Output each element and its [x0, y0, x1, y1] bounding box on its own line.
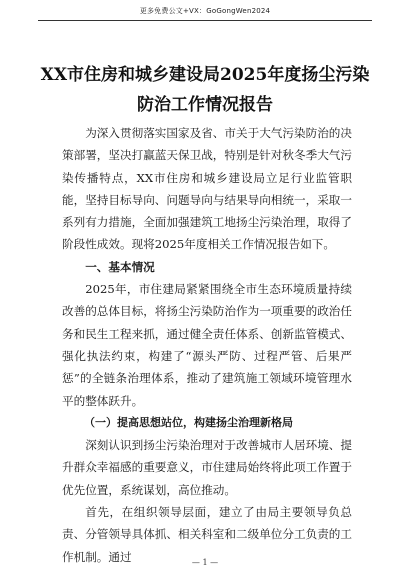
section-heading-basic-situation: 一、基本情况 [85, 259, 155, 274]
subsection-paragraph-continued: 首先，在组织领导层面，建立了由局主要领导负总责、分管领导具体抓、相关科室和二级单位分工负责的工作机制。通过 [62, 505, 352, 564]
page-number: — 1 — [191, 558, 219, 567]
subsection-paragraph: 深刻认识到扬尘污染治理对于改善城市人居环境、提升群众幸福感的重要意义，市住建局始终将此项工作置于优先位置，系统谋划，高位推动。 [62, 438, 352, 497]
section-paragraph: 2025年，市住建局紧紧围绕全市生态环境质量持续改善的总体目标，将扬尘污染防治作为一项重要的政治任务和民生工程来抓，通过健全责任体系、创新监管模式、强化执法约束，构建了“源头严防、过程严管、后果严惩”的全链条治理体系，推动了建筑施工领域环境管理水平的整体跃升。 [62, 282, 352, 408]
document-title: XX市住房和城乡建设局2025年度扬尘污染防治工作情况报告 [40, 65, 370, 115]
intro-paragraph: 为深入贯彻落实国家及省、市关于大气污染防治的决策部署，坚决打赢蓝天保卫战，特别是针对秋冬季大气污染传播特点，XX市住房和城乡建设局立足行业监管职能，坚持目标导向、问题导向与结果导向相统一，采取一系列有力措施，全面加强建筑工地扬尘污染治理，取得了阶段性成效。现将2025年度相关工作情况报告如下。 [62, 126, 352, 252]
header-divider [38, 20, 372, 21]
document-body [62, 122, 352, 568]
page-header: 更多免费公文+VX：GoGongWen2024 [139, 7, 271, 15]
subsection-heading: （一）提高思想站位，构建扬尘治理新格局 [84, 415, 293, 429]
